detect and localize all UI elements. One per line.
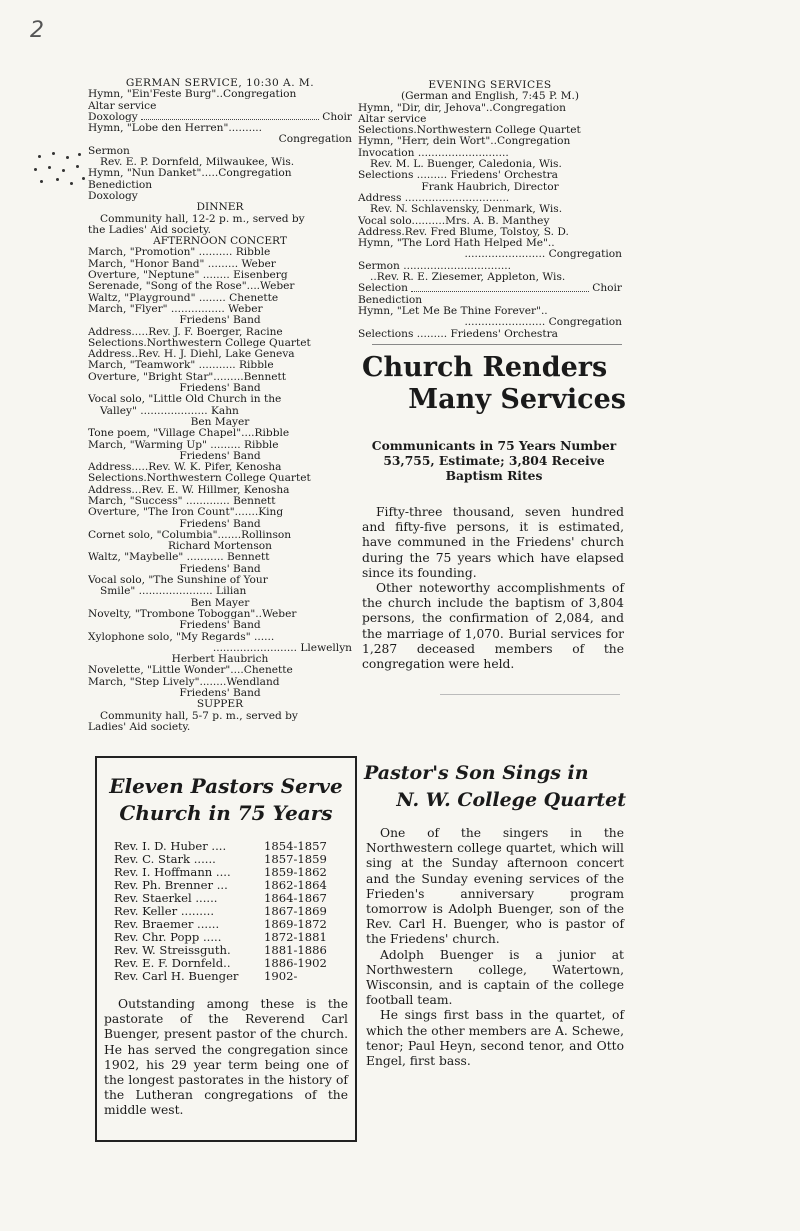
program-line: March, "Teamwork" ........... Ribble xyxy=(88,360,274,372)
program-line: ........................ Congregation xyxy=(464,249,622,261)
article-body-pastors-son xyxy=(366,826,624,1069)
program-line: Hymn, "Nun Danket".....Congregation xyxy=(88,168,292,180)
program-line: Sermon ................................ xyxy=(358,260,511,272)
program-line: March, "Step Lively"........Wendland xyxy=(88,676,280,688)
program-line: Congregation xyxy=(278,134,352,146)
paragraph: Outstanding among these is the pastorate of the Reverend Carl Buenger, present pastor of the church. He has served the congregation since 1902, his 29 year term being one of the longest pastorates in the history of the Lutheran congregations of the middle west. xyxy=(104,997,348,1118)
divider xyxy=(372,344,622,345)
program-line: Benediction xyxy=(358,294,423,306)
program-line: Address.Rev. Fred Blume, Tolstoy, S. D. xyxy=(358,226,569,238)
pastor-name: Rev. C. Stark ...... xyxy=(114,853,216,866)
program-line: Selections.Northwestern College Quartet xyxy=(88,337,311,349)
headline-line-2: Church in 75 Years xyxy=(119,801,333,825)
pastor-years: 1857-1859 xyxy=(264,852,327,866)
pastor-name: Rev. Staerkel ...... xyxy=(114,892,218,905)
pastor-years: 1886-1902 xyxy=(264,956,327,970)
pastor-years: 1864-1867 xyxy=(264,891,327,905)
program-line: Hymn, "Herr, dein Wort"..Congregation xyxy=(358,136,571,148)
pastor-name: Rev. I. Hoffmann .... xyxy=(114,866,231,879)
program-line: Friedens' Band xyxy=(179,450,261,462)
program-line: Waltz, "Playground" ........ Chenette xyxy=(88,292,279,304)
divider xyxy=(440,694,620,695)
program-line: DINNER xyxy=(196,202,244,214)
program-line: Benediction xyxy=(88,179,153,191)
program-line: Hymn, "Ein'Feste Burg"..Congregation xyxy=(88,89,297,101)
program-line: Friedens' Band xyxy=(179,563,261,575)
pastor-years: 1862-1864 xyxy=(264,878,327,892)
pastor-name: Rev. W. Streissguth. xyxy=(114,944,231,957)
dot-marks xyxy=(30,150,85,195)
program-line: Doxology xyxy=(88,190,138,202)
pastor-years: 1869-1872 xyxy=(264,917,327,931)
program-line: March, "Flyer" ................ Weber xyxy=(88,303,263,315)
program-line: Vocal solo, "The Sunshine of Your xyxy=(88,575,268,587)
pastor-name: Rev. Chr. Popp ..... xyxy=(114,931,222,944)
pastor-years: 1872-1881 xyxy=(264,930,327,944)
headline-line-1: Pastor's Son Sings in xyxy=(364,762,589,784)
program-line xyxy=(358,283,622,294)
program-line: Hymn, "Let Me Be Thine Forever".. xyxy=(358,305,548,317)
program-line: ......................... Llewellyn xyxy=(212,642,352,654)
program-line: Novelty, "Trombone Toboggan"..Weber xyxy=(88,608,297,620)
program-line: Novelette, "Little Wonder"....Chenette xyxy=(88,665,293,677)
german-service-program xyxy=(88,78,352,733)
program-line: Waltz, "Maybelle" ........... Bennett xyxy=(88,552,270,564)
article-headline-eleven-pastors xyxy=(100,773,352,827)
program-line: Ben Mayer xyxy=(190,416,250,428)
pastor-name: Rev. Keller ......... xyxy=(114,905,215,918)
program-line: Friedens' Band xyxy=(179,315,261,327)
program-line: March, "Honor Band" ......... Weber xyxy=(88,258,276,270)
program-line: Friedens' Band xyxy=(179,688,261,700)
program-line: Ladies' Aid society. xyxy=(88,721,191,733)
program-line: Overture, "Bright Star".........Bennett xyxy=(88,371,287,383)
program-line: Sermon xyxy=(88,145,130,157)
headline-line-1: Eleven Pastors Serve xyxy=(109,774,343,798)
pastor-years: 1867-1869 xyxy=(264,904,327,918)
program-line: Valley" .................... Kahn xyxy=(100,405,239,417)
program-line: Richard Mortenson xyxy=(168,541,272,553)
program-line: Hymn, "Dir, dir, Jehova"..Congregation xyxy=(358,102,567,114)
program-line: Rev. N. Schlavensky, Denmark, Wis. xyxy=(370,204,563,216)
paragraph: Fifty-three thousand, seven hundred and fifty-five persons, it is estimated, have communed in the Friedens' church during the 75 years which have elapsed since its founding. xyxy=(362,505,624,580)
program-line: (German and English, 7:45 P. M.) xyxy=(400,91,580,103)
paragraph: Other noteworthy accomplishments of the church include the baptism of 3,804 persons, the confirmation of 2,084, and the marriage of 1,070. Burial services for 1,287 deceased members of the congregation were held. xyxy=(362,581,624,672)
program-line: Cornet solo, "Columbia".......Rollinson xyxy=(88,529,292,541)
program-line: Smile" ...................... Lilian xyxy=(100,586,247,598)
program-line: Tone poem, "Village Chapel"....Ribble xyxy=(88,428,290,440)
headline-line-1: Church Renders xyxy=(362,352,608,383)
headline-line-2: N. W. College Quartet xyxy=(396,789,626,811)
program-line: Vocal solo, "Little Old Church in the xyxy=(88,394,282,406)
pastor-years: 1902- xyxy=(264,969,298,983)
article-deck xyxy=(362,438,626,483)
pastor-years: 1881-1886 xyxy=(264,943,327,957)
dot-leader xyxy=(411,283,589,291)
pastor-name: Rev. Carl H. Buenger xyxy=(114,970,239,983)
program-line: Friedens' Band xyxy=(179,620,261,632)
program-line: the Ladies' Aid society. xyxy=(88,224,212,236)
program-line: ..Rev. R. E. Ziesemer, Appleton, Wis. xyxy=(370,272,566,284)
program-line: EVENING SERVICES xyxy=(428,80,552,91)
program-line: Rev. M. L. Buenger, Caledonia, Wis. xyxy=(370,159,562,171)
program-line: Altar service xyxy=(88,100,157,112)
program-line: Address..Rev. H. J. Diehl, Lake Geneva xyxy=(88,349,295,361)
pastor-row xyxy=(114,957,350,970)
program-line: Overture, "The Iron Count".......King xyxy=(88,507,284,519)
program-line: Invocation ........................... xyxy=(358,147,509,159)
deck-line-1: Communicants in 75 Years Number xyxy=(371,438,617,453)
program-line xyxy=(88,112,352,123)
program-line: Vocal solo..........Mrs. A. B. Manthey xyxy=(358,215,550,227)
program-line: GERMAN SERVICE, 10:30 A. M. xyxy=(125,78,315,89)
program-line: ........................ Congregation xyxy=(464,317,622,329)
pastor-name: Rev. E. F. Dornfeld.. xyxy=(114,957,231,970)
program-line: Community hall, 5-7 p. m., served by xyxy=(100,710,298,722)
program-line: Selections ......... Friedens' Orchestra xyxy=(358,328,558,340)
program-line: Xylophone solo, "My Regards" ...... xyxy=(88,631,275,643)
program-line: Selections ......... Friedens' Orchestra xyxy=(358,170,558,182)
program-line: Rev. E. P. Dornfeld, Milwaukee, Wis. xyxy=(100,157,295,169)
program-line: Hymn, "Lobe den Herren".......... xyxy=(88,123,263,135)
program-line: March, "Success" ............. Bennett xyxy=(88,495,276,507)
page-number-mark: 2 xyxy=(30,18,44,43)
deck-line-3: Baptism Rites xyxy=(445,468,543,483)
program-line: Address.....Rev. W. K. Pifer, Kenosha xyxy=(88,462,282,474)
headline-line-2: Many Services xyxy=(408,384,626,415)
evening-services-program xyxy=(358,80,622,340)
program-line: Frank Haubrich, Director xyxy=(421,181,559,193)
pastor-row xyxy=(114,970,350,983)
program-line: Community hall, 12-2 p. m., served by xyxy=(100,213,305,225)
program-line: Friedens' Band xyxy=(179,383,261,395)
article-headline-church-renders xyxy=(362,352,626,416)
program-line: Serenade, "Song of the Rose"....Weber xyxy=(88,281,295,293)
dot-leader xyxy=(141,112,319,120)
pastor-years: 1859-1862 xyxy=(264,865,327,879)
program-line: Selections.Northwestern College Quartet xyxy=(88,473,311,485)
article-body-eleven-pastors xyxy=(104,997,348,1119)
pastor-name: Rev. Ph. Brenner ... xyxy=(114,879,228,892)
paragraph: He sings first bass in the quartet, of which the other members are A. Schewe, tenor; Paul Heyn, second tenor, and Otto Engel, first bass. xyxy=(366,1008,624,1069)
program-line: Address ............................... xyxy=(358,192,510,204)
paragraph: Adolph Buenger is a junior at Northwestern college, Watertown, Wisconsin, and is captain of the college football team. xyxy=(366,947,624,1008)
article-body-church-renders xyxy=(362,505,624,672)
program-line: Ben Mayer xyxy=(190,597,250,609)
pastor-years: 1854-1857 xyxy=(264,839,327,853)
program-line: March, "Warming Up" ......... Ribble xyxy=(88,439,279,451)
program-line: Address...Rev. E. W. Hillmer, Kenosha xyxy=(88,484,290,496)
program-item: Doxology xyxy=(88,111,138,123)
deck-line-2: 53,755, Estimate; 3,804 Receive xyxy=(383,453,605,468)
program-line: Selections.Northwestern College Quartet xyxy=(358,125,581,137)
program-performer: Choir xyxy=(322,111,352,123)
program-line: Hymn, "The Lord Hath Helped Me".. xyxy=(358,238,555,250)
program-performer: Choir xyxy=(592,283,622,295)
program-item: Selection xyxy=(358,283,408,295)
program-line: Herbert Haubrich xyxy=(171,654,269,666)
program-line: March, "Promotion" .......... Ribble xyxy=(88,247,271,259)
program-line: Friedens' Band xyxy=(179,518,261,530)
program-line: Address.....Rev. J. F. Boerger, Racine xyxy=(88,326,283,338)
pastor-name: Rev. Braemer ...... xyxy=(114,918,220,931)
pastor-name: Rev. I. D. Huber .... xyxy=(114,840,227,853)
pastors-list xyxy=(114,840,350,983)
program-line: AFTERNOON CONCERT xyxy=(153,236,287,248)
program-line: Overture, "Neptune" ........ Eisenberg xyxy=(88,270,288,282)
article-headline-pastors-son xyxy=(364,760,628,814)
program-line: SUPPER xyxy=(196,699,244,711)
paragraph: One of the singers in the Northwestern college quartet, which will sing at the Sunday afternoon concert and the Sunday evening services of the Frieden's anniversary program tomorrow is Adolph Buenger, son of the Rev. Carl H. Buenger, who is pastor of the Friedens' church. xyxy=(366,826,624,947)
program-line: Altar service xyxy=(358,113,427,125)
